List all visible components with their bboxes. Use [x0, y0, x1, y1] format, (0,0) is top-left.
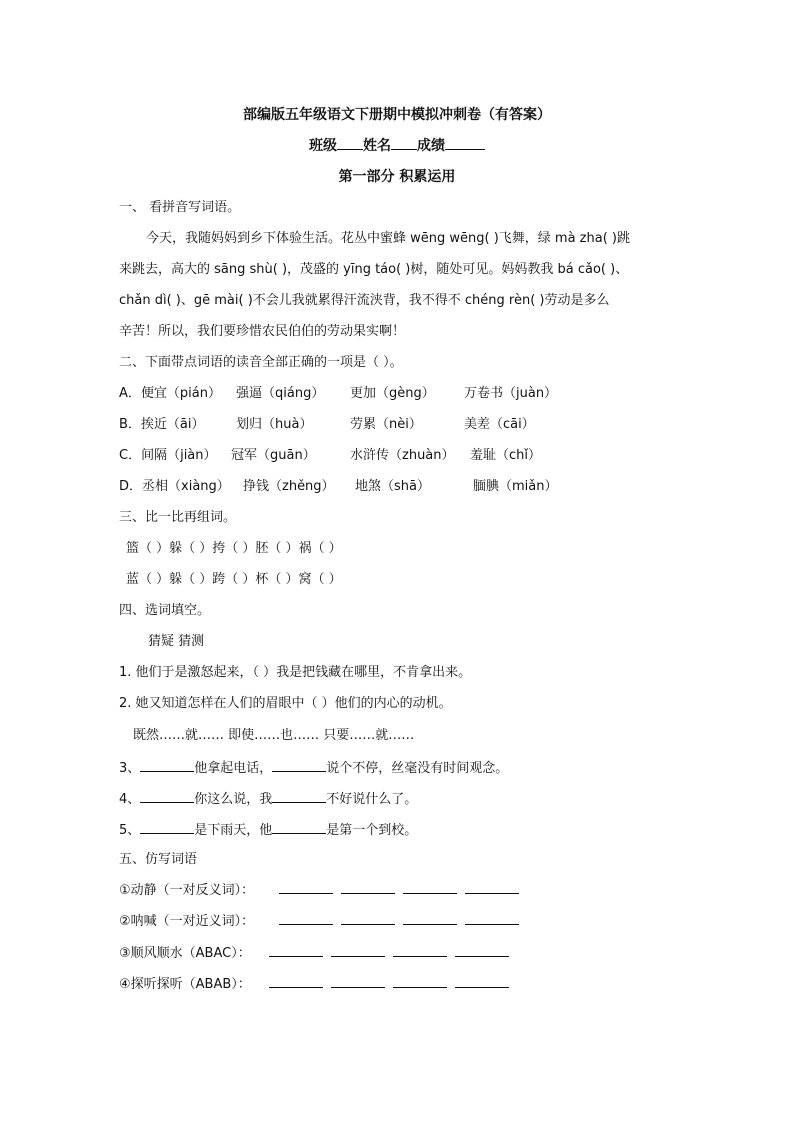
q5-item-2-label: ②呐喊（一对近义词）：: [119, 914, 255, 929]
q5-item-1-blank[interactable]: [465, 881, 519, 894]
s5-blank-2[interactable]: [272, 819, 326, 834]
q1-line-4: 辛苦！所以，我们要珍惜农民伯伯的劳动果实啊！: [119, 324, 406, 339]
s3-text-1: 他拿起电话，: [194, 761, 273, 776]
q5-item-1: [119, 881, 527, 901]
s5-number: 5、: [119, 823, 141, 838]
q1-heading: 一、 看拼音写词语。: [119, 200, 241, 215]
option-c-word-4: 羞耻（chǐ）: [470, 448, 541, 463]
q2-heading: 二、下面带点词语的读音全部正确的一项是（ ）。: [119, 355, 403, 370]
s5-text-2: 是第一个到校。: [326, 823, 418, 838]
q2-option-c[interactable]: [119, 446, 541, 466]
q4-sentence-1: 1. 他们于是激怒起来，（ ）我是把钱藏在哪里，不肯拿出来。: [119, 665, 472, 680]
q5-heading: 五、仿写词语: [119, 852, 198, 867]
option-a-word-4: 万卷书（juàn）: [464, 386, 558, 401]
q5-item-2-blank[interactable]: [341, 912, 395, 925]
s5-text-1: 是下雨天，他: [194, 823, 273, 838]
option-c-word-3: 水浒传（zhuàn）: [350, 448, 455, 463]
q4-word-choices-2: 既然……就…… 即使……也…… 只要……就……: [133, 728, 415, 743]
s3-number: 3、: [119, 761, 141, 776]
class-label: 班级: [309, 138, 337, 154]
s4-text-1: 你这么说，我: [194, 792, 273, 807]
q5-item-2: [119, 912, 527, 932]
q4-sentence-2: 2. 她又知道怎样在人们的眉眼中（ ）他们的内心的动机。: [119, 696, 452, 711]
q5-item-4-blank[interactable]: [393, 975, 447, 988]
part-title: 第一部分 积累运用: [338, 169, 456, 185]
name-label: 姓名: [363, 138, 391, 154]
option-a-word-2: 强逼（qiáng）: [236, 386, 325, 401]
q5-item-4-label: ④探听探听（ABAB）：: [119, 977, 251, 992]
q4-word-choices-1: 猜疑 猜测: [148, 634, 205, 649]
q5-item-4-blank[interactable]: [455, 975, 509, 988]
student-info-line: [0, 135, 794, 155]
option-c-word-2: 冠军（guān）: [231, 448, 316, 463]
option-b-word-1: B．挨近（āi）: [119, 417, 205, 432]
option-d-word-4: 腼腆（miǎn）: [473, 479, 558, 494]
q2-option-a[interactable]: [119, 384, 557, 404]
q5-item-4-blank[interactable]: [331, 975, 385, 988]
q5-item-1-blank[interactable]: [341, 881, 395, 894]
s4-blank-1[interactable]: [140, 788, 194, 803]
option-b-word-3: 劳累（nèi）: [350, 417, 422, 432]
q4-sentence-3: [119, 757, 508, 779]
q1-line-1: 今天，我随妈妈到乡下体验生活。花丛中蜜蜂 wēng wēng( )飞舞，绿 mà zha( )跳: [146, 231, 630, 246]
option-a-word-3: 更加（gèng）: [350, 386, 435, 401]
q2-option-d[interactable]: [119, 477, 557, 497]
s3-blank-1[interactable]: [140, 757, 194, 772]
option-d-word-2: 挣钱（zhěng）: [243, 479, 335, 494]
q5-item-1-blank[interactable]: [403, 881, 457, 894]
q5-item-3: [119, 944, 517, 964]
s4-number: 4、: [119, 792, 141, 807]
option-c-word-1: C．间隔（jiàn）: [119, 448, 217, 463]
option-b-word-2: 划归（huà）: [236, 417, 313, 432]
s5-blank-1[interactable]: [140, 819, 194, 834]
name-blank[interactable]: [391, 135, 417, 150]
score-blank[interactable]: [445, 135, 485, 150]
option-a-word-1: A．便宜（pián）: [119, 386, 221, 401]
q5-item-1-blank[interactable]: [279, 881, 333, 894]
q5-item-3-blank[interactable]: [393, 944, 447, 957]
score-label: 成绩: [417, 138, 445, 154]
q5-item-2-blank[interactable]: [279, 912, 333, 925]
q4-heading: 四、选词填空。: [119, 603, 211, 618]
q5-item-3-blank[interactable]: [455, 944, 509, 957]
option-b-word-4: 美差（cāi）: [464, 417, 535, 432]
q5-item-4-blank[interactable]: [269, 975, 323, 988]
q3-row-1: 篮（ ）躲（ ）挎（ ）胚（ ）祸（ ）: [126, 541, 342, 556]
q4-sentence-4: [119, 788, 417, 810]
q5-item-4: [119, 975, 517, 995]
s4-text-2: 不好说什么了。: [326, 792, 418, 807]
q5-item-2-blank[interactable]: [403, 912, 457, 925]
q1-line-2: 来跳去，高大的 sāng shù( )，茂盛的 yīng táo( )树，随处可见。妈妈教我 bá cǎo( )、: [119, 262, 629, 277]
q5-item-3-blank[interactable]: [331, 944, 385, 957]
document-title: 部编版五年级语文下册期中模拟冲刺卷（有答案）: [243, 107, 551, 123]
q4-sentence-5: [119, 819, 417, 841]
q2-option-b[interactable]: [119, 415, 535, 435]
q3-row-2: 蓝（ ）躲（ ）跨（ ）杯（ ）窝（ ）: [126, 572, 342, 587]
s3-blank-2[interactable]: [272, 757, 326, 772]
q3-heading: 三、比一比再组词。: [119, 510, 237, 525]
q5-item-1-label: ①动静（一对反义词）：: [119, 883, 255, 898]
option-d-word-3: 地煞（shā）: [355, 479, 430, 494]
class-blank[interactable]: [337, 135, 363, 150]
q5-item-3-label: ③顺风顺水（ABAC）：: [119, 946, 251, 961]
q5-item-2-blank[interactable]: [465, 912, 519, 925]
q1-line-3: chǎn dì( )、gē mài( )不会儿我就累得汗流浃背，我不得不 chéng rèn( )劳动是多么: [119, 293, 610, 308]
s4-blank-2[interactable]: [272, 788, 326, 803]
q5-item-3-blank[interactable]: [269, 944, 323, 957]
s3-text-2: 说个不停，丝毫没有时间观念。: [326, 761, 509, 776]
option-d-word-1: D．丞相（xiàng）: [119, 479, 230, 494]
